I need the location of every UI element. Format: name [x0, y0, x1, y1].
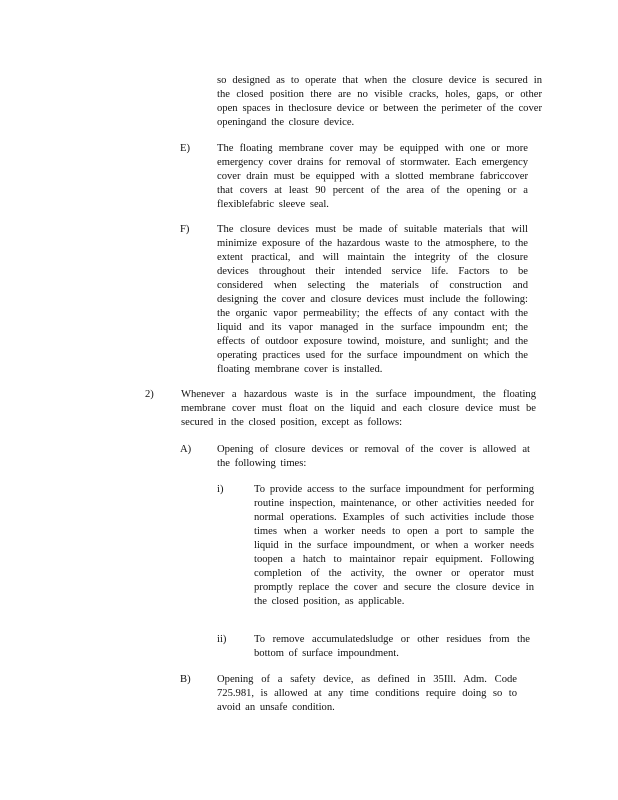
item-2a-label: A) [180, 444, 192, 455]
item-2a-i-label: i) [217, 484, 224, 495]
item-2a-text: Opening of closure devices or removal of the cover is allowed at the following times: [217, 444, 530, 469]
item-2-label: 2) [145, 389, 154, 400]
item-2a-ii-text: To remove accumulatedsludge or other residues from the bottom of surface impoundment. [254, 634, 530, 659]
item-2b-text: Opening of a safety device, as defined in 35Ill. Adm. Code 725.981, is allowed at any time conditions require doing so to avoid an unsafe condition. [217, 674, 517, 713]
item-2-text: Whenever a hazardous waste is in the surface impoundment, the floating membrane cover must float on the liquid and each closure device must be secured in the closed position, except as follows: [181, 389, 536, 428]
continued-paragraph: so designed as to operate that when the closure device is secured in the closed position there are no visible cracks, holes, gaps, or other open spaces in theclosure device or between the perimeter of the cover openingand the closure device. [217, 75, 542, 128]
item-f-text: The closure devices must be made of suitable materials that will minimize exposure of the hazardous waste to the atmosphere, to the extent practical, and will maintain the integrity of the closure devices throughout their intended service life. Factors to be considered when selecting the materials of construction and designing the cover and closure devices must include the following: the organic vapor permeability; the effects of any contact with the liquid and its vapor managed in the surface impoundm ent; the effects of outdoor exposure towind, moisture, and sunlight; and the operating practices used for the surface impoundment on which the floating membrane cover is installed. [217, 224, 528, 375]
item-f-label: F) [180, 224, 190, 235]
item-2b-label: B) [180, 674, 191, 685]
item-2a-ii-label: ii) [217, 634, 227, 645]
item-2a-i-text: To provide access to the surface impoundment for performing routine inspection, maintenance, or other activities needed for normal operations. Examples of such activities include those times when a worker needs to open a port to sample the liquid in the surface impoundment, or when a worker needs toopen a hatch to maintainor repair equipment. Following completion of the activity, the owner or operator must promptly replace the cover and secure the closure device in the closed position, as applicable. [254, 484, 534, 607]
item-e-label: E) [180, 143, 190, 154]
item-e-text: The floating membrane cover may be equipped with one or more emergency cover drains for removal of stormwater. Each emergency cover drain must be equipped with a slotted membrane fabriccover that covers at least 90 percent of the area of the opening or a flexiblefabric sleeve seal. [217, 143, 528, 210]
